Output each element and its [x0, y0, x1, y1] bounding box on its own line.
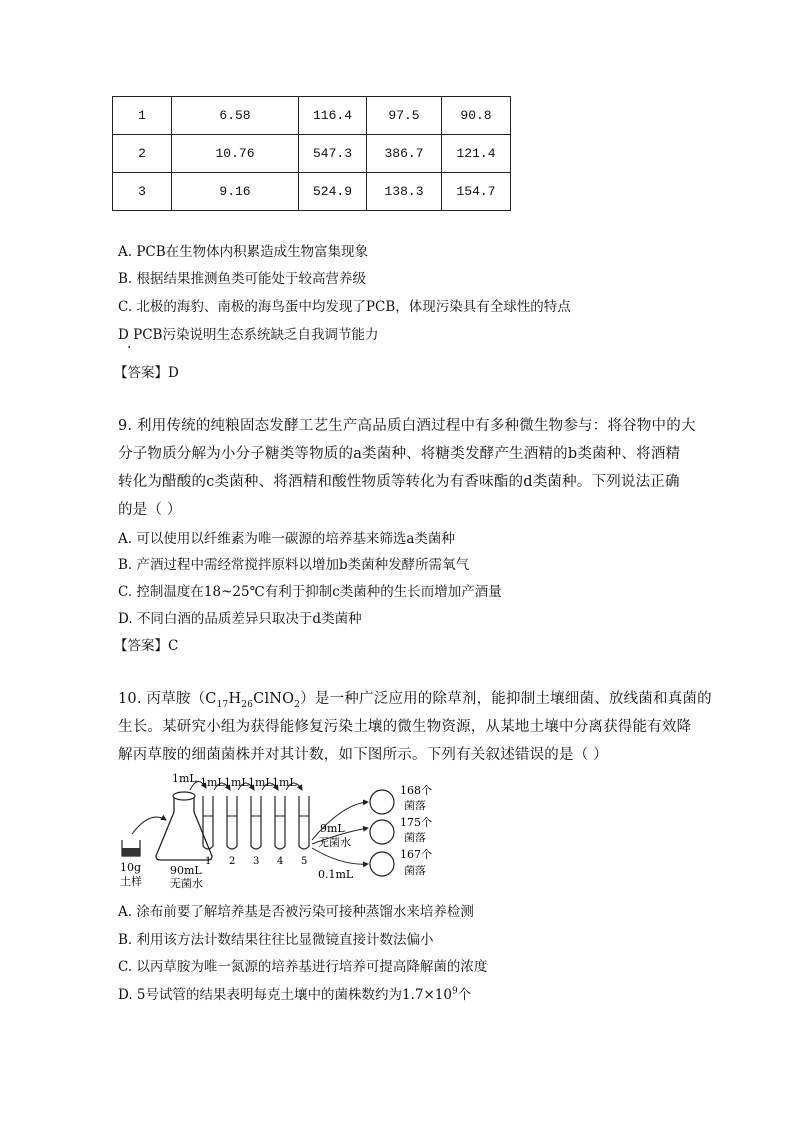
q10-stem-line: 生长。某研究小组为获得能修复污染土壤的微生物资源，从某地土壤中分离获得能有效降	[118, 719, 692, 735]
table-row	[113, 135, 511, 173]
petri-dish-icon	[370, 852, 394, 876]
q9-option-b: B. 产酒过程中需经常搅拌原料以增加b类菌种发酵所需氧气	[118, 557, 470, 573]
tube-water-label: 无菌水	[318, 836, 351, 849]
table-cell: 97.5	[367, 97, 442, 135]
transfer-label: 1mL	[200, 776, 225, 789]
q8-answer: 【答案】D	[114, 365, 179, 381]
soil-mass: 10g	[120, 861, 142, 874]
q9-option-c: C. 控制温度在18~25℃有利于抑制c类菌种的生长而增加产酒量	[118, 584, 502, 600]
q10-option-d-text: D. 5号试管的结果表明每克土壤中的菌株数约为1.7×10	[118, 987, 452, 1003]
test-tube-icon	[227, 796, 237, 849]
table-cell: 2	[113, 135, 172, 173]
soil-label: 土样	[120, 875, 142, 888]
q9-stem-line: 9. 利用传统的纯粮固态发酵工艺生产高品质白酒过程中有多种微生物参与：将谷物中的大	[118, 418, 696, 434]
colony-unit: 菌落	[404, 799, 426, 812]
formula-sub: 2	[294, 699, 301, 710]
table-cell: 386.7	[367, 135, 442, 173]
q9-answer: 【答案】C	[114, 638, 179, 654]
exponent: 9	[451, 986, 458, 997]
table-cell: 116.4	[299, 97, 367, 135]
petri-dish-icon	[370, 790, 394, 814]
formula-sub: 26	[241, 699, 254, 710]
plating-arrow	[312, 848, 368, 864]
table-cell: 524.9	[299, 173, 367, 211]
q9-option-d: D. 不同白酒的品质差异只取决于d类菌种	[118, 611, 362, 627]
test-tube-icon	[275, 796, 285, 849]
table-cell: 1	[113, 97, 172, 135]
colony-unit: 菌落	[404, 831, 426, 844]
table-cell: 90.8	[442, 97, 511, 135]
table-cell: 121.4	[442, 135, 511, 173]
transfer-label: 1mL	[172, 772, 197, 785]
table-row	[113, 97, 511, 135]
q10-stem-prefix: 10. 丙草胺（C	[118, 691, 217, 707]
table-cell: 3	[113, 173, 172, 211]
table-cell: 10.76	[172, 135, 299, 173]
formula-cl: ClNO	[253, 691, 295, 707]
q10-option-b: B. 利用该方法计数结果往往比显微镜直接计数法偏小	[118, 932, 434, 948]
colony-count: 168个	[400, 784, 432, 797]
q10-option-a: A. 涂布前要了解培养基是否被污染可接种蒸馏水来培养检测	[118, 904, 474, 920]
colony-count: 175个	[400, 816, 432, 829]
q10-option-d-suffix: 个	[457, 987, 472, 1003]
q10-stem-line	[118, 687, 712, 710]
transfer-arrow	[132, 817, 166, 834]
q10-option-d	[118, 983, 471, 1003]
tube-number: 1	[205, 856, 212, 867]
table-cell: 547.3	[299, 135, 367, 173]
q9-option-a: A. 可以使用以纤维素为唯一碳源的培养基来筛选a类菌种	[118, 531, 455, 547]
test-tube-icon	[251, 796, 261, 849]
tube-number: 2	[229, 856, 236, 867]
table-cell: 6.58	[172, 97, 299, 135]
plating-volume: 0.1mL	[318, 868, 354, 881]
q8-option-d: D PCB污染说明生态系统缺乏自我调节能力	[118, 327, 379, 343]
colony-count: 167个	[400, 848, 432, 861]
q10-stem-line: 解丙草胺的细菌菌株并对其计数，如下图所示。下列有关叙述错误的是（ ）	[118, 747, 608, 763]
q9-stem-line: 的是（ ）	[118, 502, 182, 518]
table-cell: 9.16	[172, 173, 299, 211]
table-cell: 154.7	[442, 173, 511, 211]
q8-option-b: B. 根据结果推测鱼类可能处于较高营养级	[118, 271, 367, 287]
test-tube-icon	[203, 796, 213, 849]
transfer-label: 1mL	[224, 776, 249, 789]
test-tube-icon	[299, 796, 309, 849]
soil-beaker-icon	[122, 840, 140, 856]
flask-volume: 90mL	[170, 864, 202, 877]
q8-option-a: A. PCB在生物体内积累造成生物富集现象	[118, 244, 369, 260]
q8-option-c: C. 北极的海豹、南极的海鸟蛋中均发现了PCB，体现污染具有全球性的特点	[118, 299, 571, 315]
formula-sub: 17	[216, 699, 229, 710]
tube-number: 4	[277, 856, 284, 867]
transfer-label: 1mL	[272, 776, 297, 789]
q9-stem-line: 转化为醋酸的c类菌种、将酒精和酸性物质等转化为有香味酯的d类菌种。下列说法正确	[118, 474, 680, 490]
table-row	[113, 173, 511, 211]
q9-stem-line: 分子物质分解为小分子糖类等物质的a类菌种、将糖类发酵产生酒精的b类菌种、将酒精	[118, 446, 681, 462]
transfer-label: 1mL	[248, 776, 273, 789]
tube-number: 5	[301, 856, 308, 867]
flask-icon	[156, 792, 212, 860]
data-table	[112, 96, 511, 211]
stray-dot: ·	[127, 340, 132, 356]
flask-label: 无菌水	[170, 877, 203, 890]
colony-unit: 菌落	[404, 864, 426, 877]
petri-dish-icon	[370, 820, 394, 844]
q10-stem-suffix: ）是一种广泛应用的除草剂，能抑制土壤细菌、放线菌和真菌的	[300, 691, 712, 707]
tube-water-volume: 9mL	[320, 822, 345, 835]
table-cell: 138.3	[367, 173, 442, 211]
tube-number: 3	[253, 856, 260, 867]
formula-h: H	[228, 691, 242, 707]
q10-option-c: C. 以丙草胺为唯一氮源的培养基进行培养可提高降解菌的浓度	[118, 959, 488, 975]
dilution-figure	[112, 770, 452, 890]
